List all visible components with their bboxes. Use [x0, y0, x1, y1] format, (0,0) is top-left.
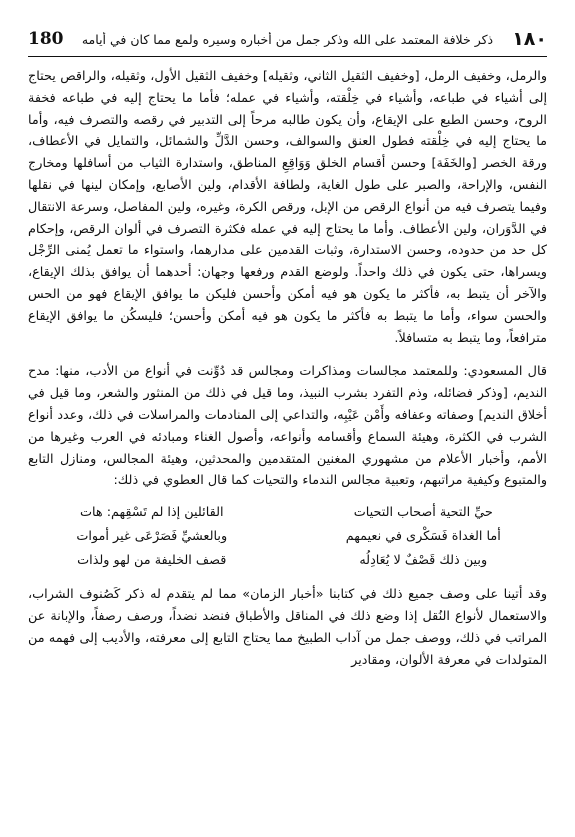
paragraph: قال المسعودي: وللمعتمد مجالسات ومذاكرات ومجالس قد دُوِّنت في أنواع من الأدب، منها: مدح النديم، [وذكر فضائله، وذم التفرد بشرب النبيذ، وما قيل في ذلك من المنثور والشعر، وما قيل في أخلاق النديم] وصفاته وعفافه وأَمْن عَيْبِه، والتداعي إلى المنادمات والمراسلات في ذلك، وعدد أنواع الشرب في الكثرة، وهيئة السماع وأقسامه وأنواعه، وأصول الغناء ومبادئه في العرب وغيرها من الأمم، وأخبار الأعلام من مشهوري المغنين المتقدمين والمحدثين، وهيئة المجالس، ومنازل التابع والمتبوع وكيفية مراتبهم، وتعبية مجالس الندماء والتحيات كما قال العطوي في ذلك: — [28, 364, 547, 489]
paragraph: والرمل، وخفيف الرمل، [وخفيف الثقيل الثاني، وثقيله] وخفيف الثقيل الأول، وثقيله، والراقص يحتاج إلى أشياء في طباعه، وأشياء في خِلْقته، وأشياء في عمله؛ فأما ما يحتاج إليه في طباعه فخفة الروح، وحسن الطبع على الإيقاع، وأن يكون طالبه مرحاً إلى التدبير في رقصه والتصرف فيه، وأما ما يحتاج إليه في خِلْقته فطول العنق والسوالف، وحسن الدَّلِّ والشمائل، والتمايل في الأعطاف، ورقة الخصر [والخَفَة] وحسن أقسام الخلق وَوَاقِعِ المناطق، واستدارة الثياب من أسافلها ومخارج النفس، والإراحة، والصبر على طول الغاية، ولطافة الأقدام، ولين الأصابع، وإمكان لينها في نقلها وفيما يتصرف فيه من أنواع الرقص من الإبل، ورقص الكرة، وغيره، ولين المفاصل، وسرعة الانتقال في الدَّوَران، ولين الأعطاف. وأما ما يحتاج إليه في عمله فكثرة التصرف في ألوان الرقص، وإحكام كل حد من حدوده، وحسن الاستدارة، وثبات القدمين على مدارهما، واستواء ما تعمل يُمنى الرِّجْل ويسراها، حتى يكون في ذلك واحداً. ولوضع القدم ورفعها وجهان: أحدهما أن يوافق بذلك الإيقاع، والآخر أن يتبط به، فأكثر ما يكون هو فيه أمكن وأحسن فليكن ما يوافق الإيقاع فهو من الحس والحسن سواء، وأما ما يتبط به فأكثر ما يكون هو فيه أمكن وأحسن؛ فليسكُن ما يوافق الإيقاع مترافعاً، وما يتبط به متسافلاً. — [28, 69, 547, 346]
poem-hemistich-left: قصف الخليفة من لهو ولذات — [77, 553, 227, 569]
page-number-arabic: ١٨٠ — [512, 28, 547, 50]
poem — [28, 502, 547, 572]
poem-hemistich-right: حيِّ التحية أصحاب التحيات — [353, 505, 493, 521]
poem-hemistich-left: القائلين إذا لم تَسْقِهم: هات — [79, 505, 224, 521]
running-title: ذكر خلافة المعتمد على الله وذكر جمل من أخباره وسيره ولمع مما كان في أيامه — [81, 31, 494, 47]
page-number-latin: 180 — [28, 29, 64, 49]
running-header — [28, 22, 547, 57]
paragraph: وقد أتينا على وصف جميع ذلك في كتابنا «أخبار الزمان» مما لم يتقدم له ذكر كَصُنوف الشراب، والاستعمال لأنواع النُقل إذا وضع ذلك في المناقل والأطباق فنضد نضداً، ورصف رصفاً، والإبانة عن المراتب في ذلك، ووصف جمل من آداب الطبيخ مما يحتاج التابع إلى معرفته، والأديب إلى فهمه من المتولدات في معرفة الألوان، ومقادير — [28, 587, 547, 668]
poem-hemistich-right: أما الغداة فَسَكْرى في نعيمهم — [345, 529, 501, 545]
poem-hemistich-left: وبالعشيِّ فَصَرْعَى غير أموات — [76, 529, 228, 545]
page-body — [28, 66, 547, 671]
poem-hemistich-right: وبين ذلك قَصْفٌ لا يُعَادِلُه — [359, 553, 488, 569]
